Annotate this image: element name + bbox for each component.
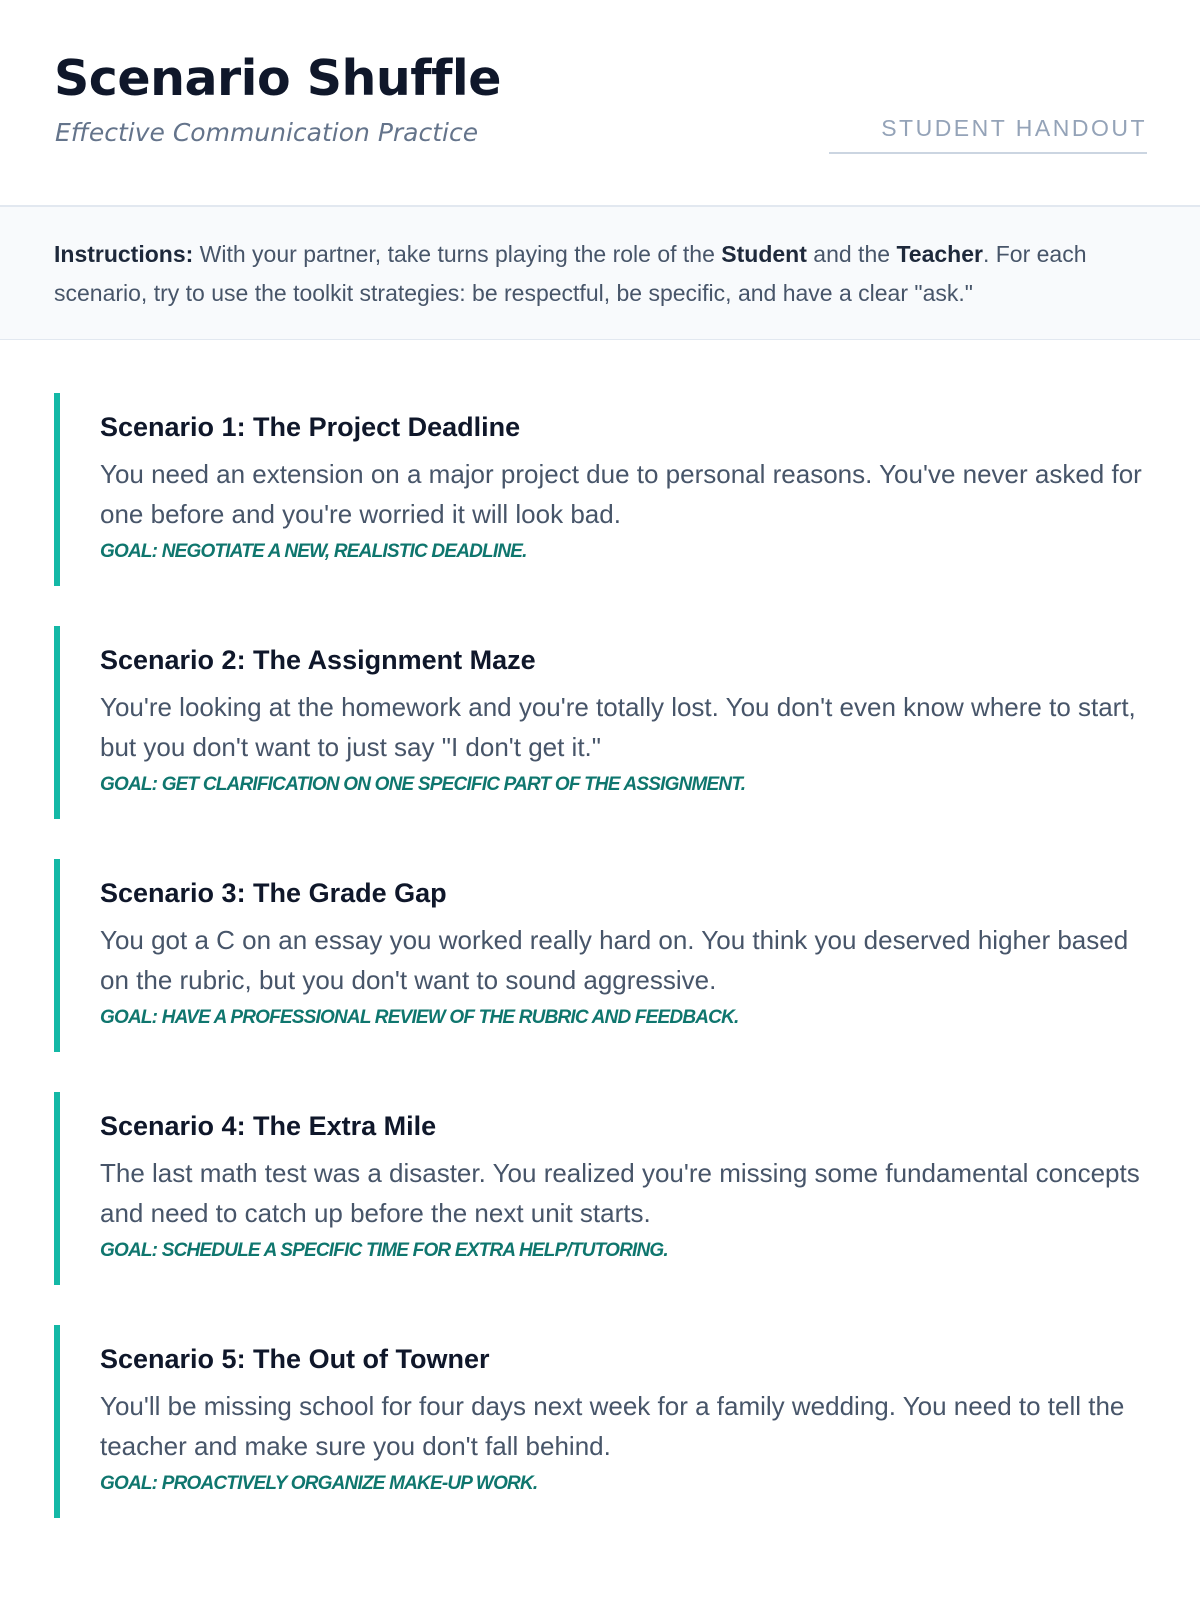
scenario-card-4 <box>54 1092 1144 1285</box>
scenario-title: Scenario 1: The Project Deadline <box>100 412 521 442</box>
scenario-title: Scenario 5: The Out of Towner <box>100 1344 490 1374</box>
scenario-card-1 <box>54 393 1144 586</box>
page-subtitle: Effective Communication Practice <box>55 118 479 147</box>
scenario-card-3 <box>54 859 1144 1052</box>
scenario-title: Scenario 2: The Assignment Maze <box>100 645 536 675</box>
scenario-goal: GOAL: SCHEDULE A SPECIFIC TIME FOR EXTRA HELP/TUTORING. <box>100 1240 668 1261</box>
scenario-goal: GOAL: NEGOTIATE A NEW, REALISTIC DEADLINE. <box>100 541 527 562</box>
instructions-text-2: and the <box>806 241 897 267</box>
scenario-description: The last math test was a disaster. You realized you're missing some fundamental concepts and need to catch up before the next unit starts. <box>100 1158 1140 1228</box>
scenario-description: You're looking at the homework and you're totally lost. You don't even know where to start, but you don't want to just say "I don't get it." <box>100 692 1136 762</box>
role-student: Student <box>721 241 807 267</box>
scenario-description: You got a C on an essay you worked really hard on. You think you deserved higher based on the rubric, but you don't want to sound aggressive. <box>100 925 1129 995</box>
scenario-goal: GOAL: GET CLARIFICATION ON ONE SPECIFIC PART OF THE ASSIGNMENT. <box>100 774 746 795</box>
scenario-description: You need an extension on a major project due to personal reasons. You've never asked for one before and you're worried it will look bad. <box>100 459 1142 529</box>
scenario-card-2 <box>54 626 1144 819</box>
page-header <box>0 0 1200 207</box>
page-title: Scenario Shuffle <box>54 50 501 107</box>
instructions-text-1: With your partner, take turns playing the role of the <box>193 241 722 267</box>
scenario-goal: GOAL: HAVE A PROFESSIONAL REVIEW OF THE RUBRIC AND FEEDBACK. <box>100 1007 739 1028</box>
role-teacher: Teacher <box>896 241 983 267</box>
instructions-text-3: . For each scenario, try to use the toolkit strategies: be respectful, be specific, and have a clear "ask." <box>54 241 1087 306</box>
scenario-title: Scenario 4: The Extra Mile <box>100 1111 437 1141</box>
instructions-box <box>0 207 1200 340</box>
scenario-list <box>0 340 1200 1518</box>
handout-tag: STUDENT HANDOUT <box>829 115 1147 154</box>
scenario-description: You'll be missing school for four days next week for a family wedding. You need to tell the teacher and make sure you don't fall behind. <box>100 1391 1125 1461</box>
instructions-label: Instructions: <box>54 241 194 267</box>
scenario-card-5 <box>54 1325 1144 1518</box>
scenario-goal: GOAL: PROACTIVELY ORGANIZE MAKE-UP WORK. <box>100 1473 538 1494</box>
scenario-title: Scenario 3: The Grade Gap <box>100 878 447 908</box>
